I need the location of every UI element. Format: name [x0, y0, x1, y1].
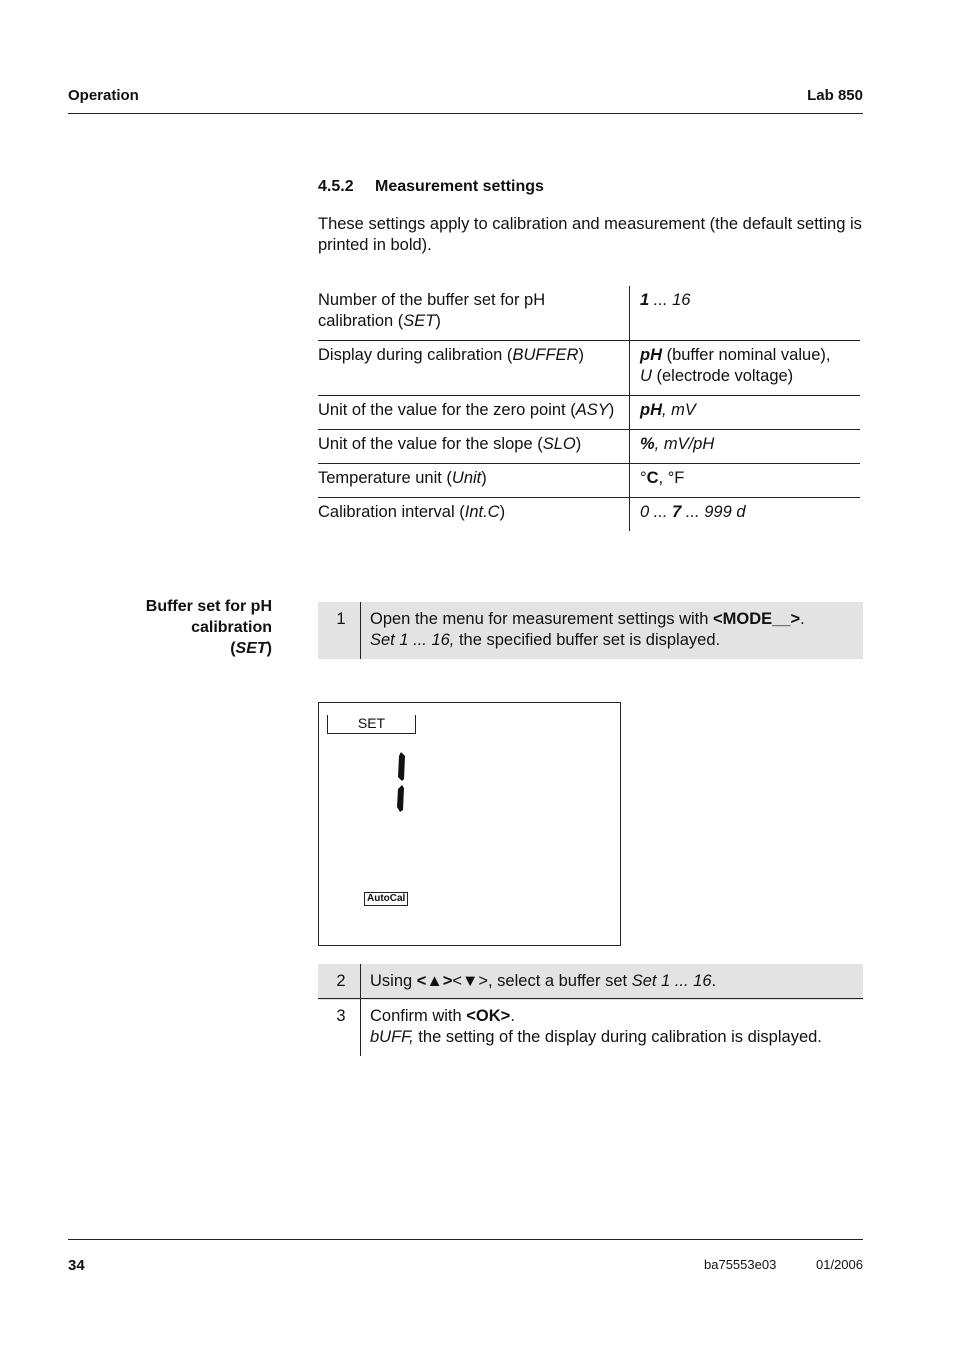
text-run: . — [800, 610, 805, 628]
setting-name-text: Number of the buffer set for pH calibration ( — [318, 291, 546, 330]
text-run: , °F — [658, 469, 685, 487]
step-number: 1 — [318, 602, 361, 659]
text-run: the specified buffer set is displayed. — [454, 631, 721, 649]
settings-row — [318, 396, 860, 430]
side-title-open: ( — [230, 640, 236, 657]
text-run: ° — [640, 469, 647, 487]
setting-abbreviation: ASY — [575, 401, 609, 419]
text-run: pH — [640, 401, 662, 419]
setting-name-close: ) — [435, 312, 441, 330]
setting-value — [630, 341, 860, 395]
settings-row — [318, 286, 860, 341]
setting-name-close: ) — [499, 503, 506, 521]
text-run: , mV/pH — [654, 435, 715, 453]
side-title-abbr: SET — [235, 640, 267, 657]
doc-number: ba75553e03 — [704, 1257, 777, 1272]
setting-name — [318, 286, 630, 340]
step-row — [318, 999, 863, 1056]
text-run: pH — [640, 346, 662, 364]
step-text — [361, 964, 863, 1000]
digit-segment-top — [398, 752, 405, 781]
text-run: C — [646, 469, 659, 487]
setting-name — [318, 396, 630, 429]
step-row — [318, 602, 863, 659]
setting-abbreviation: BUFFER — [512, 346, 579, 364]
text-run: 7 — [672, 503, 682, 521]
text-run: ... 16 — [649, 291, 691, 309]
digit-segment-bottom — [397, 785, 404, 812]
header-product-name: Lab 850 — [807, 87, 863, 104]
setting-abbreviation: SLO — [542, 435, 576, 453]
setting-abbreviation: Unit — [451, 469, 482, 487]
text-run: Confirm with — [370, 1007, 467, 1025]
text-run: bUFF, — [370, 1028, 414, 1046]
text-run: Using — [370, 972, 417, 990]
text-run: . — [711, 972, 717, 990]
text-run: < — [452, 972, 463, 990]
display-digit-segments — [391, 748, 411, 814]
setting-value — [630, 464, 860, 497]
text-run: Set 1 ... 16, — [370, 631, 455, 649]
text-run: Set 1 ... 16 — [631, 972, 712, 990]
text-run: ... 999 d — [681, 503, 746, 521]
footer-rule — [68, 1239, 863, 1240]
step-number: 3 — [318, 999, 361, 1056]
text-run: Open the menu for measurement settings with — [370, 610, 714, 628]
settings-row — [318, 341, 860, 396]
setting-name-text: Unit of the value for the slope ( — [318, 435, 543, 453]
settings-row — [318, 464, 860, 498]
setting-name-close: ) — [608, 401, 615, 419]
settings-row — [318, 430, 860, 464]
meter-display — [318, 702, 621, 946]
step-number: 2 — [318, 964, 361, 1000]
text-run: <▲> — [416, 972, 453, 990]
side-title-line1: Buffer set for pH — [145, 598, 272, 615]
section-intro: These settings apply to calibration and measurement (the default setting is printed in bold). — [318, 215, 862, 254]
text-run: <OK> — [466, 1007, 511, 1025]
text-run: (electrode voltage) — [651, 367, 794, 385]
setting-name-text: Display during calibration ( — [318, 346, 513, 364]
setting-name — [318, 498, 630, 531]
setting-name-close: ) — [481, 469, 487, 487]
text-run: 1 — [640, 291, 650, 309]
setting-value — [630, 396, 860, 429]
autocal-indicator: AutoCal — [364, 892, 408, 906]
header-rule — [68, 113, 863, 114]
side-title-line2: calibration — [191, 619, 272, 636]
text-run: U — [640, 367, 652, 385]
side-title-close: ) — [266, 640, 272, 657]
text-run: <MODE__> — [713, 610, 801, 628]
step-text — [361, 602, 863, 659]
text-run: >, select a buffer set — [478, 972, 632, 990]
side-title-abbr-line — [68, 638, 272, 659]
header-section-name: Operation — [68, 87, 139, 104]
text-run: , mV — [662, 401, 696, 419]
side-title — [68, 596, 272, 659]
setting-name-close: ) — [578, 346, 584, 364]
setting-name-text: Temperature unit ( — [318, 469, 452, 487]
section-number: 4.5.2 — [318, 178, 354, 195]
settings-table — [318, 286, 860, 531]
text-run: ▼ — [462, 972, 479, 990]
setting-value — [630, 286, 860, 340]
text-run: 0 ... — [640, 503, 673, 521]
setting-value — [630, 498, 860, 531]
setting-name-close: ) — [575, 435, 582, 453]
page-number: 34 — [68, 1257, 85, 1274]
text-run: (buffer nominal value), — [662, 346, 831, 364]
settings-row — [318, 498, 860, 531]
setting-name — [318, 430, 630, 463]
setting-abbreviation: Int.C — [464, 503, 500, 521]
doc-date: 01/2006 — [816, 1257, 863, 1272]
text-run: the setting of the display during calibration is displayed. — [413, 1028, 822, 1046]
step-row — [318, 964, 863, 1000]
text-run: . — [510, 1007, 515, 1025]
text-run: % — [640, 435, 655, 453]
setting-name — [318, 464, 630, 497]
setting-abbreviation: SET — [403, 312, 436, 330]
section-title: Measurement settings — [375, 178, 544, 195]
step-text — [361, 999, 863, 1056]
display-mode-tab: SET — [327, 715, 416, 734]
setting-name-text: Calibration interval ( — [318, 503, 465, 521]
setting-name-text: Unit of the value for the zero point ( — [318, 401, 576, 419]
setting-value — [630, 430, 860, 463]
setting-name — [318, 341, 630, 395]
